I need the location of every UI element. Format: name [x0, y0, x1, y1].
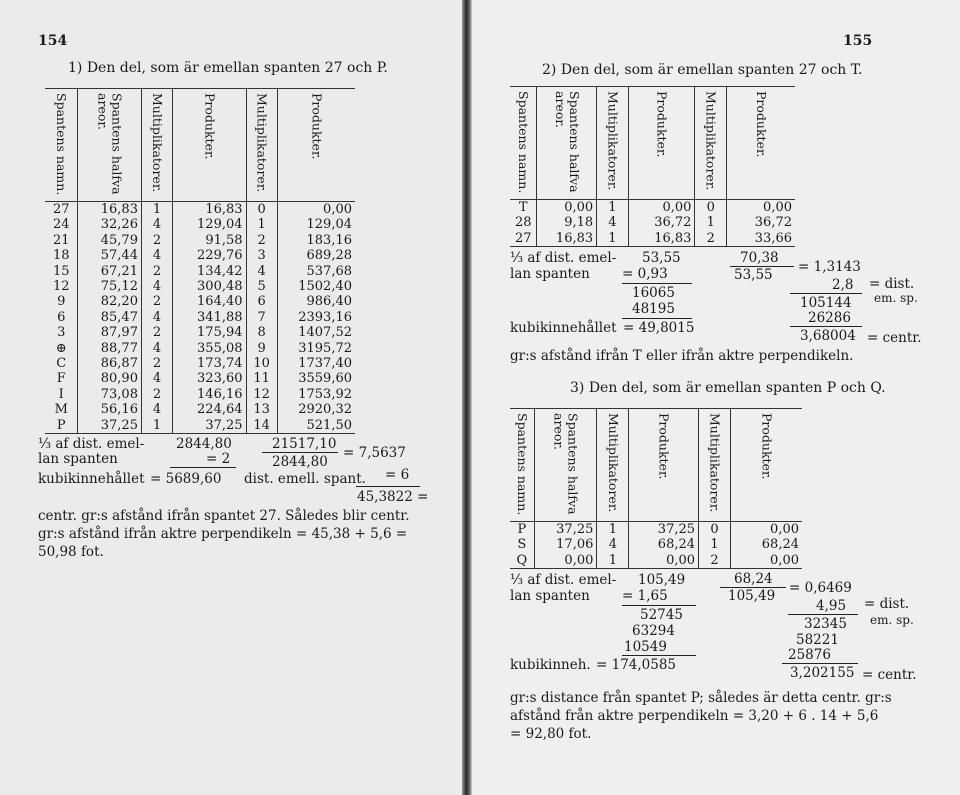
table-row: [45, 294, 355, 309]
table-cell: 37,25: [78, 418, 141, 434]
table-cell: 1: [597, 200, 629, 216]
table-cell: 0: [699, 522, 731, 538]
table-cell: 32,26: [78, 217, 141, 232]
table-cell: 1737,40: [277, 356, 355, 371]
header-produkter-2: Produkter.: [759, 413, 775, 480]
table-cell: 2: [141, 325, 172, 340]
text-2-line-2: afstånd från aktre perpendikeln = 3,20 + 6 . 14 + 5,6: [510, 708, 879, 724]
table-row: [510, 215, 795, 230]
table-cell: 4: [597, 537, 629, 552]
table-cell: 67,21: [78, 264, 141, 279]
table-cell: 4: [141, 217, 172, 232]
table-cell: 537,68: [277, 264, 355, 279]
calc2-sum-products: 105,49: [638, 572, 686, 588]
table-cell: C: [56, 356, 67, 372]
table-cell: T: [518, 200, 528, 215]
table-cell: 80,90: [78, 371, 141, 386]
table-cell: 0,00: [628, 200, 695, 216]
table-cell: 24: [52, 217, 70, 233]
header-halfva-areor: Spantens halfva areor.: [552, 91, 582, 193]
table-cell: 129,04: [173, 217, 246, 232]
table-cell: 0,00: [534, 553, 597, 569]
table-cell: 37,25: [173, 418, 246, 434]
table-cell: 0,00: [730, 553, 802, 569]
table-cell: 88,77: [78, 341, 141, 356]
table-cell: 1: [141, 202, 172, 218]
table-cell: 2: [141, 264, 172, 279]
calc-lan-spanten: lan spanten: [38, 451, 118, 467]
table-cell: 1: [695, 215, 727, 230]
table-cell: 3559,60: [277, 371, 355, 386]
page-number-left: 154: [38, 33, 68, 49]
table-row: [45, 341, 355, 356]
calc2-dist-eq: = dist.: [864, 596, 910, 612]
table-cell: 2: [141, 356, 172, 371]
table-cell: 16,83: [628, 231, 695, 247]
table-cell: 1407,52: [277, 325, 355, 340]
section-title-2: 2) Den del, som är emellan spanten 27 och T.: [542, 62, 863, 78]
calc-denominator: 2844,80: [272, 454, 328, 470]
table-cell: 56,16: [78, 402, 141, 417]
table-cell: I: [58, 386, 64, 402]
table-cell: 229,76: [173, 248, 246, 263]
table-cell: 7: [246, 310, 277, 325]
table-cell: 28: [514, 215, 532, 231]
table-cell: 521,50: [277, 418, 355, 434]
text-line-2: gr:s afstånd ifrån aktre perpendikeln = 45,38 + 5,6 =: [38, 526, 408, 542]
book-gutter: [462, 0, 472, 795]
table-cell: 1: [699, 537, 731, 552]
table-cell: 2920,32: [277, 402, 355, 417]
table-cell: 57,44: [78, 248, 141, 263]
header-halfva-areor: Spantens halfva areor.: [95, 93, 125, 195]
product-result: 45,3822 =: [357, 489, 429, 505]
table-cell: 36,72: [727, 215, 795, 230]
calc1-prod-result: 3,68004: [800, 328, 856, 344]
table-cell: 986,40: [277, 294, 355, 309]
table-cell: 37,25: [629, 522, 699, 538]
table-cell: 3195,72: [277, 341, 355, 356]
calc1-prod-2: 26286: [808, 310, 851, 326]
calc2-kubik-value: = 174,0585: [596, 657, 677, 673]
header-spantens-namn: Spantens namn.: [514, 413, 530, 516]
table-cell: 68,24: [629, 537, 699, 552]
calc2-rule-4: [782, 663, 858, 664]
table-row: [45, 325, 355, 340]
calc1-rule: [622, 283, 692, 284]
calc2-result: = 0,6469: [789, 580, 852, 596]
section-title-1: 1) Den del, som är emellan spanten 27 och P.: [68, 60, 388, 76]
calc2-em-sp: em. sp.: [870, 613, 914, 627]
kubik-label: kubikinnehållet: [38, 471, 145, 487]
table-cell: M: [54, 402, 68, 418]
header-multiplikatorer-2: Multiplikatorer.: [703, 91, 719, 191]
table-cell: 9: [246, 341, 277, 356]
table-cell: 173,74: [173, 356, 246, 371]
table-cell: 1: [597, 553, 629, 569]
table-cell: 27: [510, 231, 537, 247]
calc1-rule-4: [790, 326, 862, 327]
table-cell: 0: [695, 200, 727, 216]
calc-third-label: ⅓ af dist. emel-: [38, 436, 145, 452]
table-cell: 15: [52, 263, 70, 279]
header-produkter: Produkter.: [656, 413, 672, 480]
table-row: [45, 248, 355, 263]
calc1-mult: 2,8: [832, 277, 854, 293]
table-cell: 164,40: [173, 294, 246, 309]
table-cell: 2393,16: [277, 310, 355, 325]
table-cell: 86,87: [78, 356, 141, 371]
table-cell: 9: [57, 294, 66, 310]
table-row: [45, 402, 355, 417]
table-cell: F: [56, 371, 66, 387]
table-cell: 6: [57, 309, 66, 325]
table-cell: 0,00: [727, 200, 795, 216]
calc2-rule: [622, 605, 696, 606]
table-row: [45, 279, 355, 294]
table-cell: 4: [141, 402, 172, 417]
header-multiplikatorer-2: Multiplikatorer.: [254, 93, 270, 193]
table-cell: 33,66: [727, 231, 795, 247]
calc-rule-2: [356, 486, 420, 487]
table-cell: 183,16: [277, 233, 355, 248]
table-cell: 16,83: [537, 231, 597, 247]
kubik-value: = 5689,60: [150, 471, 222, 487]
table-cell: 1753,92: [277, 387, 355, 402]
table-cell: 2: [141, 294, 172, 309]
calc1-prod-1: 105144: [800, 295, 852, 311]
table-row: [45, 233, 355, 248]
calc1-em-sp: em. sp.: [874, 291, 918, 305]
calc2-prod-3: 25876: [788, 647, 831, 663]
table-cell: 1: [597, 522, 629, 538]
table-cell: 87,97: [78, 325, 141, 340]
table-cell: 8: [246, 325, 277, 340]
calc1-partial-2: 48195: [632, 301, 675, 317]
table-row: [45, 310, 355, 325]
text-line-1: centr. gr:s afstånd ifrån spantet 27. Således blir centr.: [38, 508, 410, 524]
table-cell: 10: [246, 356, 277, 371]
table-cell: 45,79: [78, 233, 141, 248]
calc2-prod-result: 3,202155: [790, 665, 855, 681]
table-cell: 1502,40: [277, 279, 355, 294]
table-row: [45, 356, 355, 371]
table-row: [45, 387, 355, 402]
table-cell: 16,83: [78, 202, 141, 218]
calc2-prod-1: 32345: [804, 616, 847, 632]
header-produkter: Produkter.: [202, 93, 218, 160]
table-row: [45, 371, 355, 386]
table-cell: 11: [246, 371, 277, 386]
calc2-prod-2: 58221: [796, 632, 839, 648]
table-cell: 18: [52, 248, 70, 264]
table-row: [510, 522, 802, 538]
table-row: [45, 418, 355, 434]
table-cell: 82,20: [78, 294, 141, 309]
table-cell: 2: [246, 233, 277, 248]
table-cell: 2: [141, 233, 172, 248]
table-cell: 5: [246, 279, 277, 294]
table-cell: 4: [141, 341, 172, 356]
table-cell: 2: [141, 387, 172, 402]
table-cell: 1: [597, 231, 629, 247]
table-spant-p-q: [510, 408, 802, 569]
table-cell: 36,72: [628, 215, 695, 230]
table-row: [45, 202, 355, 218]
table-cell: 75,12: [78, 279, 141, 294]
table-cell: 1: [246, 217, 277, 232]
calc-rule: [170, 467, 236, 468]
table-cell: 355,08: [173, 341, 246, 356]
table-row: [510, 537, 802, 552]
table-cell: 4: [246, 264, 277, 279]
calc1-dist-eq: = dist.: [869, 276, 915, 292]
table-cell: Q: [510, 553, 534, 569]
text-1: gr:s afstånd ifrån T eller ifrån aktre perpendikeln.: [510, 348, 854, 364]
calc1-denominator: 53,55: [734, 267, 773, 283]
header-multiplikatorer: Multiplikatorer.: [150, 93, 166, 193]
table-cell: 68,24: [730, 537, 802, 552]
table-cell: 6: [246, 294, 277, 309]
table-spant-27-t: [510, 86, 795, 247]
calc1-rule-3: [790, 293, 862, 294]
header-produkter-2: Produkter.: [754, 91, 769, 158]
header-spantens-namn: Spantens namn.: [54, 93, 70, 196]
header-produkter-2: Produkter.: [309, 93, 325, 160]
calc1-centr-eq: = centr.: [867, 330, 922, 346]
table-cell: 323,60: [173, 371, 246, 386]
calc1-sum-moments: 70,38: [740, 250, 779, 266]
table-cell: 73,08: [78, 387, 141, 402]
calc2-kubik-label: kubikinneh.: [510, 657, 591, 673]
table-cell: 9,18: [537, 215, 597, 230]
calc2-partial-1: 52745: [640, 607, 683, 623]
dist-label: dist. emell. spant.: [244, 471, 366, 487]
table-cell: 300,48: [173, 279, 246, 294]
calc2-lan-spanten: lan spanten: [510, 588, 590, 604]
calc1-partial-1: 16065: [632, 285, 675, 301]
header-produkter: Produkter.: [654, 91, 670, 158]
table-cell: 1: [141, 418, 172, 434]
calc1-kubik-value: = 49,8015: [623, 320, 695, 336]
table-cell: ⊕: [55, 340, 67, 356]
right-page: [472, 0, 960, 795]
table-cell: 16,83: [173, 202, 246, 218]
table-cell: 13: [246, 402, 277, 417]
calc2-partial-2: 63294: [632, 623, 675, 639]
table-cell: 2: [695, 231, 727, 247]
page-number-right: 155: [843, 33, 873, 49]
section-title-3: 3) Den del, som är emellan spanten P och Q.: [570, 380, 886, 396]
table-cell: 689,28: [277, 248, 355, 263]
table-cell: 0,00: [277, 202, 355, 218]
header-multiplikatorer: Multiplikatorer.: [605, 413, 621, 513]
calc2-denominator: 105,49: [728, 588, 776, 604]
calc1-kubik-label: kubikinnehållet: [510, 320, 617, 336]
table-row: [510, 553, 802, 569]
header-multiplikatorer-2: Multiplikatorer.: [707, 413, 723, 513]
text-2-line-3: = 92,80 fot.: [510, 726, 592, 742]
calc1-sum-products: 53,55: [642, 250, 681, 266]
table-cell: 27: [52, 202, 70, 217]
calc2-rule-2: [622, 655, 696, 656]
table-cell: 21: [52, 232, 70, 248]
table-cell: 0,00: [629, 553, 699, 569]
table-cell: 0,00: [730, 522, 802, 538]
table-cell: 3: [246, 248, 277, 263]
table-cell: 341,88: [173, 310, 246, 325]
table-cell: 12: [52, 279, 70, 295]
calc1-lan-spanten: lan spanten: [510, 266, 590, 282]
table-row: [45, 217, 355, 232]
calc2-rule-3: [788, 614, 858, 615]
table-cell: 12: [246, 387, 277, 402]
table-cell: 4: [141, 279, 172, 294]
calc2-centr-eq: = centr.: [862, 667, 917, 683]
header-halfva-areor: Spantens halfva areor.: [551, 413, 581, 515]
table-cell: 224,64: [173, 402, 246, 417]
calc1-third-label: ⅓ af dist. emel-: [510, 250, 617, 266]
dist-value: = 6: [385, 467, 410, 483]
table-cell: P: [517, 522, 527, 537]
table-cell: 146,16: [173, 387, 246, 402]
table-cell: 0: [246, 202, 277, 218]
calc2-mult: 4,95: [816, 598, 847, 614]
table-cell: 129,04: [277, 217, 355, 232]
table-spant-27-p: [45, 88, 355, 434]
calc-result: = 7,5637: [343, 445, 406, 461]
left-page: [0, 0, 462, 795]
calc2-third-label: ⅓ af dist. emel-: [510, 572, 617, 588]
table-cell: 4: [141, 248, 172, 263]
table-cell: 175,94: [173, 325, 246, 340]
table-row: [45, 264, 355, 279]
table-cell: 0,00: [537, 200, 597, 216]
table-cell: 85,47: [78, 310, 141, 325]
calc1-result: = 1,3143: [798, 259, 861, 275]
table-cell: 2: [699, 553, 731, 569]
fraction-bar: [262, 452, 338, 453]
text-2-line-1: gr:s distance från spantet P; således är detta centr. gr:s: [510, 690, 892, 706]
table-cell: 37,25: [534, 522, 597, 538]
calc1-eq-value: = 0,93: [622, 266, 668, 282]
calc2-eq-value: = 1,65: [622, 588, 668, 604]
text-line-3: 50,98 fot.: [38, 544, 104, 560]
table-row: [510, 200, 795, 216]
table-cell: 17,06: [534, 537, 597, 552]
table-row: [510, 231, 795, 247]
table-cell: 4: [141, 371, 172, 386]
table-cell: 91,58: [173, 233, 246, 248]
table-cell: 4: [141, 310, 172, 325]
table-cell: P: [45, 418, 78, 434]
calc1-rule-2: [622, 318, 692, 319]
calc-eq-2: = 2: [206, 451, 231, 467]
table-cell: 14: [246, 418, 277, 434]
calc-sum-products: 2844,80: [176, 436, 232, 452]
header-multiplikatorer: Multiplikatorer.: [605, 91, 621, 191]
table-cell: S: [517, 537, 527, 553]
calc2-partial-3: 10549: [624, 639, 667, 655]
table-cell: 134,42: [173, 264, 246, 279]
table-cell: 3: [57, 325, 66, 341]
calc2-sum-moments: 68,24: [734, 571, 773, 587]
header-spantens-namn: Spantens namn.: [516, 91, 532, 194]
calc-sum-moments: 21517,10: [272, 436, 337, 452]
table-cell: 4: [597, 215, 629, 230]
